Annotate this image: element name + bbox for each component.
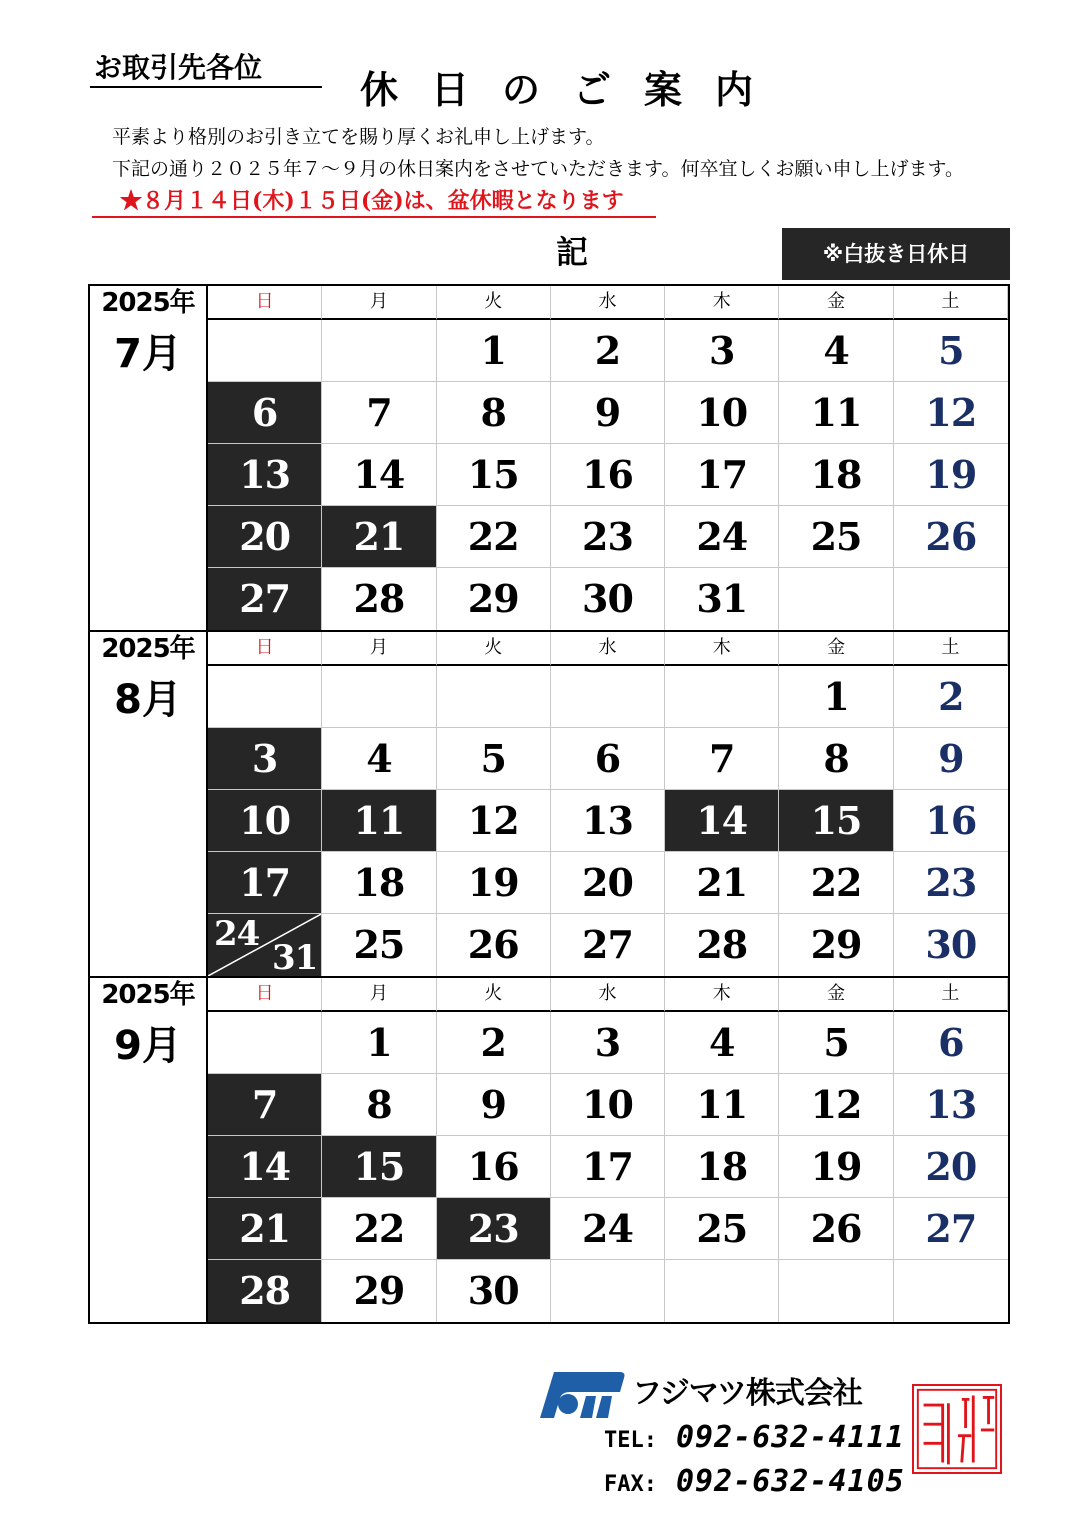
- holiday-calendar: [88, 284, 1010, 1324]
- holiday-date-cell: 21: [322, 506, 436, 568]
- weekday-header: 月: [322, 978, 436, 1012]
- weekday-header: 土: [894, 978, 1008, 1012]
- date-cell: 16: [551, 444, 665, 506]
- date-cell: 4: [322, 728, 436, 790]
- month-grid: [208, 632, 1008, 976]
- date-cell: 9: [894, 728, 1008, 790]
- month-block: [90, 978, 1008, 1322]
- date-cell: 25: [322, 914, 436, 976]
- date-cell: 25: [665, 1198, 779, 1260]
- date-cell: [437, 666, 551, 728]
- weekday-header: 火: [437, 632, 551, 666]
- date-cell: 19: [437, 852, 551, 914]
- month-block: [90, 632, 1008, 978]
- holiday-date-cell: 6: [208, 382, 322, 444]
- fax-line: [604, 1464, 905, 1499]
- intro-text: 下記の通り２０２５年７～９月の休日案内をさせていただきます。何卒宜しくお願い申し上げます。: [112, 158, 964, 180]
- date-cell: [551, 1260, 665, 1322]
- weekday-header: 金: [779, 978, 893, 1012]
- date-cell: 28: [322, 568, 436, 630]
- holiday-date-cell: 7: [208, 1074, 322, 1136]
- date-cell: 4: [665, 1012, 779, 1074]
- date-cell: 2: [437, 1012, 551, 1074]
- date-cell: 7: [322, 382, 436, 444]
- weekday-header: 水: [551, 632, 665, 666]
- date-cell: 8: [437, 382, 551, 444]
- date-cell: 20: [894, 1136, 1008, 1198]
- date-cell: 29: [437, 568, 551, 630]
- month-block: [90, 286, 1008, 632]
- date-cell: [208, 320, 322, 382]
- date-cell: [894, 568, 1008, 630]
- month-name: 7月: [114, 331, 182, 377]
- date-cell: 21: [665, 852, 779, 914]
- company-footer: [540, 1370, 905, 1510]
- page-title: 休日のご案内: [360, 67, 787, 112]
- date-cell: 26: [779, 1198, 893, 1260]
- date-cell: [779, 1260, 893, 1322]
- date-cell: 16: [894, 790, 1008, 852]
- year-label: 2025年: [101, 980, 195, 1010]
- weekday-header: 月: [322, 286, 436, 320]
- holiday-date-cell: 11: [322, 790, 436, 852]
- date-cell: 22: [437, 506, 551, 568]
- holiday-date-cell: 27: [208, 568, 322, 630]
- holiday-date-cell: 10: [208, 790, 322, 852]
- date-cell: 16: [437, 1136, 551, 1198]
- weekday-header: 金: [779, 286, 893, 320]
- date-cell: 9: [551, 382, 665, 444]
- date-cell: [322, 666, 436, 728]
- weekday-header: 月: [322, 632, 436, 666]
- month-name: 8月: [114, 677, 182, 723]
- weekday-header: 日: [208, 978, 322, 1012]
- month-name: 9月: [114, 1023, 182, 1069]
- date-cell: 18: [779, 444, 893, 506]
- date-cell: 1: [437, 320, 551, 382]
- date-cell: 12: [779, 1074, 893, 1136]
- recipient-heading: お取引先各位: [90, 50, 322, 88]
- month-grid: [208, 978, 1008, 1322]
- date-cell: 8: [779, 728, 893, 790]
- date-cell: 22: [779, 852, 893, 914]
- weekday-header: 水: [551, 286, 665, 320]
- holiday-date-cell: 21: [208, 1198, 322, 1260]
- date-cell: 19: [779, 1136, 893, 1198]
- holiday-date-cell: 15: [322, 1136, 436, 1198]
- weekday-header: 木: [665, 632, 779, 666]
- holiday-date-cell: 28: [208, 1260, 322, 1322]
- date-cell: 1: [779, 666, 893, 728]
- month-label: [90, 978, 208, 1322]
- weekday-header: 木: [665, 978, 779, 1012]
- tel-label: TEL:: [604, 1428, 657, 1453]
- fax-label: FAX:: [604, 1472, 657, 1497]
- fm-logo-icon: [540, 1370, 626, 1420]
- date-cell: [208, 1012, 322, 1074]
- date-cell: [665, 666, 779, 728]
- date-cell: 1: [322, 1012, 436, 1074]
- date-cell: 26: [437, 914, 551, 976]
- date-cell: 30: [437, 1260, 551, 1322]
- weekday-header: 土: [894, 286, 1008, 320]
- date-cell: 18: [665, 1136, 779, 1198]
- date-cell: 31: [665, 568, 779, 630]
- holiday-date-cell: 13: [208, 444, 322, 506]
- month-label: [90, 286, 208, 630]
- date-cell: 9: [437, 1074, 551, 1136]
- holiday-date-cell: 3: [208, 728, 322, 790]
- date-cell: [551, 666, 665, 728]
- date-cell: 3: [551, 1012, 665, 1074]
- date-cell: 18: [322, 852, 436, 914]
- date-cell: 11: [665, 1074, 779, 1136]
- date-cell: 5: [779, 1012, 893, 1074]
- holiday-date-cell: [208, 914, 322, 976]
- date-cell: [208, 666, 322, 728]
- date-cell: 17: [665, 444, 779, 506]
- date-cell: 27: [894, 1198, 1008, 1260]
- year-label: 2025年: [101, 288, 195, 318]
- date-cell: 23: [551, 506, 665, 568]
- holiday-date-cell: 14: [208, 1136, 322, 1198]
- weekday-header: 日: [208, 632, 322, 666]
- date-cell: 8: [322, 1074, 436, 1136]
- date-number: 24: [214, 914, 260, 954]
- weekday-header: 火: [437, 286, 551, 320]
- fax-number: 092-632-4105: [676, 1464, 905, 1499]
- date-cell: 13: [551, 790, 665, 852]
- date-cell: 4: [779, 320, 893, 382]
- weekday-header: 水: [551, 978, 665, 1012]
- date-cell: 25: [779, 506, 893, 568]
- weekday-header: 金: [779, 632, 893, 666]
- tel-line: [604, 1420, 905, 1455]
- date-cell: 11: [779, 382, 893, 444]
- month-grid: [208, 286, 1008, 630]
- holiday-date-cell: 15: [779, 790, 893, 852]
- date-cell: 2: [551, 320, 665, 382]
- date-cell: 29: [779, 914, 893, 976]
- month-label: [90, 632, 208, 976]
- date-cell: 24: [551, 1198, 665, 1260]
- date-cell: 12: [437, 790, 551, 852]
- year-label: 2025年: [101, 634, 195, 664]
- date-number: 31: [271, 938, 318, 976]
- weekday-header: 火: [437, 978, 551, 1012]
- date-cell: 17: [551, 1136, 665, 1198]
- date-cell: 26: [894, 506, 1008, 568]
- date-cell: 14: [322, 444, 436, 506]
- date-cell: 20: [551, 852, 665, 914]
- holiday-date-cell: 20: [208, 506, 322, 568]
- company-name: フジマツ株式会社: [632, 1376, 862, 1411]
- tel-number: 092-632-4111: [676, 1420, 905, 1455]
- date-cell: 22: [322, 1198, 436, 1260]
- date-cell: 15: [437, 444, 551, 506]
- company-seal-icon: [912, 1384, 1002, 1474]
- date-cell: 19: [894, 444, 1008, 506]
- weekday-header: 木: [665, 286, 779, 320]
- weekday-header: 土: [894, 632, 1008, 666]
- date-cell: 27: [551, 914, 665, 976]
- holiday-date-cell: 23: [437, 1198, 551, 1260]
- date-cell: 28: [665, 914, 779, 976]
- date-cell: 12: [894, 382, 1008, 444]
- date-cell: [322, 320, 436, 382]
- date-cell: [779, 568, 893, 630]
- date-cell: 3: [665, 320, 779, 382]
- holiday-legend: ※白抜き日休日: [782, 228, 1010, 280]
- date-cell: 10: [551, 1074, 665, 1136]
- date-cell: 24: [665, 506, 779, 568]
- date-cell: 13: [894, 1074, 1008, 1136]
- date-cell: 23: [894, 852, 1008, 914]
- date-cell: 30: [925, 922, 977, 967]
- date-cell: 30: [551, 568, 665, 630]
- greeting-text: 平素より格別のお引き立てを賜り厚くお礼申し上げます。: [112, 126, 605, 148]
- date-cell: 6: [551, 728, 665, 790]
- date-cell: 5: [437, 728, 551, 790]
- date-cell: 5: [894, 320, 1008, 382]
- weekday-header: 日: [208, 286, 322, 320]
- date-cell: 6: [894, 1012, 1008, 1074]
- holiday-date-cell: 14: [665, 790, 779, 852]
- obon-notice: ★８月１４日(木)１５日(金)は、盆休暇となります: [92, 186, 656, 218]
- ki-heading: 記: [556, 233, 589, 271]
- date-cell: 29: [322, 1260, 436, 1322]
- holiday-date-cell: 17: [208, 852, 322, 914]
- date-cell: 10: [665, 382, 779, 444]
- date-cell: 2: [894, 666, 1008, 728]
- date-cell: 7: [665, 728, 779, 790]
- date-cell: [665, 1260, 779, 1322]
- date-cell: [894, 1260, 1008, 1322]
